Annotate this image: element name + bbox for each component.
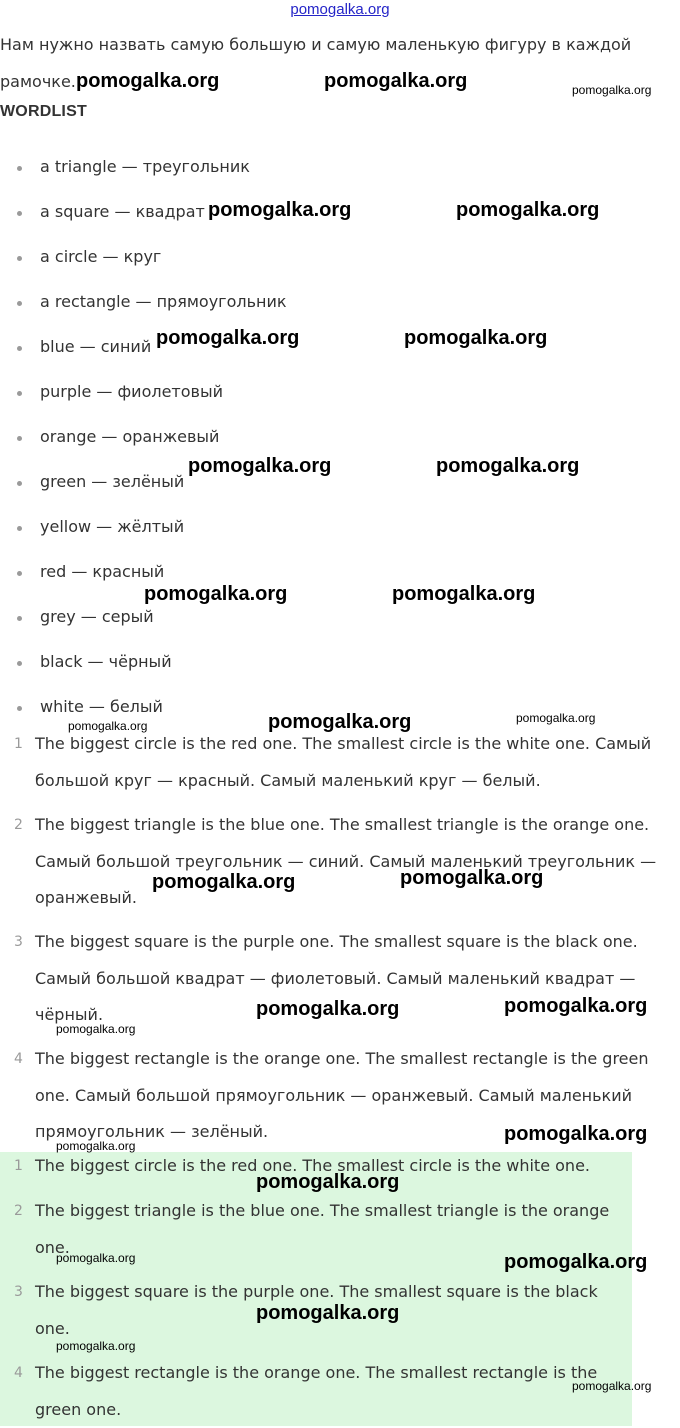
watermark: pomogalka.org xyxy=(268,711,412,733)
wordlist-title: WORDLIST xyxy=(0,103,87,120)
short-answer-number: 4 xyxy=(14,1365,23,1381)
bullet-icon xyxy=(17,571,22,576)
watermark: pomogalka.org xyxy=(68,719,148,733)
bullet-icon xyxy=(17,436,22,441)
watermark: pomogalka.org xyxy=(76,70,220,92)
header-site-link[interactable]: pomogalka.org xyxy=(290,1,390,18)
answer-text: The biggest square is the purple one. The smallest square is the black one. Самый большой квадрат — фиолетовый. Самый маленький квадрат — чёрный. xyxy=(35,932,638,1024)
short-answer-text: The biggest triangle is the blue one. The smallest triangle is the orange one. xyxy=(35,1201,610,1257)
bullet-icon xyxy=(17,256,22,261)
short-answer-text: The biggest circle is the red one. The smallest circle is the white one. xyxy=(35,1156,590,1175)
answer-number: 2 xyxy=(14,817,23,833)
task-intro: Нам нужно назвать самую большую и самую маленькую фигуру в каждой рамочке. xyxy=(0,35,632,91)
watermark: pomogalka.org xyxy=(404,327,548,349)
watermark: pomogalka.org xyxy=(456,199,600,221)
short-answer-number: 3 xyxy=(14,1284,23,1300)
watermark: pomogalka.org xyxy=(256,1171,400,1193)
bullet-icon xyxy=(17,526,22,531)
short-answer-text: The biggest rectangle is the orange one. The smallest rectangle is the green one. xyxy=(35,1363,598,1419)
watermark: pomogalka.org xyxy=(572,1379,652,1393)
bullet-icon xyxy=(17,166,22,171)
watermark: pomogalka.org xyxy=(392,583,536,605)
answer-number: 4 xyxy=(14,1051,23,1067)
answer-item xyxy=(0,807,672,917)
answer-number: 1 xyxy=(14,736,23,752)
watermark: pomogalka.org xyxy=(208,199,352,221)
short-answer-number: 2 xyxy=(14,1203,23,1219)
watermark: pomogalka.org xyxy=(152,871,296,893)
answer-number: 3 xyxy=(14,934,23,950)
watermark: pomogalka.org xyxy=(56,1339,136,1353)
watermark: pomogalka.org xyxy=(400,867,544,889)
watermark: pomogalka.org xyxy=(56,1251,136,1265)
bullet-icon xyxy=(17,211,22,216)
watermark: pomogalka.org xyxy=(56,1022,136,1036)
answer-item xyxy=(0,726,672,799)
bullet-icon xyxy=(17,346,22,351)
answer-text: The biggest triangle is the blue one. The smallest triangle is the orange one. Самый большой треугольник — синий. Самый маленький треугольник — оранжевый. xyxy=(35,815,657,907)
bullet-icon xyxy=(17,661,22,666)
bullet-icon xyxy=(17,301,22,306)
bullet-icon xyxy=(17,616,22,621)
bullet-icon xyxy=(17,481,22,486)
watermark: pomogalka.org xyxy=(156,327,300,349)
answer-text: The biggest circle is the red one. The smallest circle is the white one. Самый большой круг — красный. Самый маленький круг — белый. xyxy=(35,734,652,790)
watermark: pomogalka.org xyxy=(56,1139,136,1153)
short-answer-text: The biggest square is the purple one. The smallest square is the black one. xyxy=(35,1282,598,1338)
watermark: pomogalka.org xyxy=(504,1251,648,1273)
answer-text: The biggest rectangle is the orange one. The smallest rectangle is the green one. Самый большой прямоугольник — оранжевый. Самый маленький прямоугольник — зелёный. xyxy=(35,1049,649,1141)
short-answer-number: 1 xyxy=(14,1158,23,1174)
watermark: pomogalka.org xyxy=(572,83,652,97)
watermark: pomogalka.org xyxy=(516,711,596,725)
bullet-icon xyxy=(17,706,22,711)
watermark: pomogalka.org xyxy=(188,455,332,477)
bullet-icon xyxy=(17,391,22,396)
watermark: pomogalka.org xyxy=(504,995,648,1017)
watermark: pomogalka.org xyxy=(256,998,400,1020)
watermark: pomogalka.org xyxy=(324,70,468,92)
watermark: pomogalka.org xyxy=(256,1302,400,1324)
watermark: pomogalka.org xyxy=(144,583,288,605)
watermark: pomogalka.org xyxy=(436,455,580,477)
short-answer-item xyxy=(0,1355,632,1428)
watermark: pomogalka.org xyxy=(504,1123,648,1145)
